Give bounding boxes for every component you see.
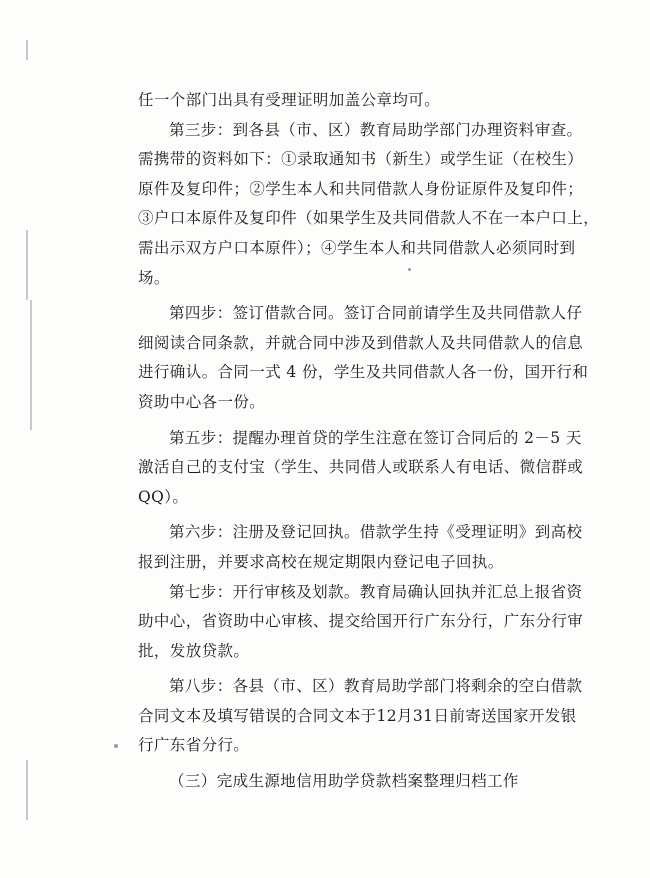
text-line: QQ）。 bbox=[138, 487, 189, 506]
text-line: 进行确认。合同一式 4 份，学生及共同借款人各一份，国开行和 bbox=[138, 363, 589, 382]
text-line: 行广东省分行。 bbox=[138, 736, 250, 755]
text-line: 报到注册，并要求高校在规定期限内登记电子回执。 bbox=[138, 552, 504, 571]
body-text bbox=[138, 86, 618, 797]
text-line: 细阅读合同条款，并就合同中涉及到借款人及共同借款人的信息 bbox=[138, 333, 584, 352]
scan-margin-line bbox=[26, 230, 28, 300]
text-line: 原件及复印件；②学生本人和共同借款人身份证原件及复印件； bbox=[138, 179, 584, 198]
step-four-heading: 第四步：签订借款合同。签订合同前请学生及共同借款人仔 bbox=[169, 304, 583, 323]
scan-margin-line bbox=[26, 760, 28, 820]
text-line: 激活自己的支付宝（学生、共同借人或联系人有电话、微信群或 bbox=[138, 458, 584, 477]
text-line: 资助中心各一份。 bbox=[138, 392, 266, 411]
text-line: 合同文本及填写错误的合同文本于12月31日前寄送国家开发银 bbox=[138, 706, 577, 725]
text-line: 助中心，省资助中心审核、提交给国开行广东分行，广东分行审 bbox=[138, 612, 584, 631]
scan-speck bbox=[114, 744, 118, 748]
text-line: 批，发放贷款。 bbox=[138, 641, 250, 660]
step-eight-heading: 第八步：各县（市、区）教育局助学部门将剩余的空白借款 bbox=[169, 677, 583, 696]
scan-margin-line bbox=[26, 40, 28, 60]
section-three-heading: （三）完成生源地信用助学贷款档案整理归档工作 bbox=[169, 772, 519, 791]
text-line: 场。 bbox=[138, 268, 170, 287]
scan-margin-line bbox=[30, 300, 32, 430]
text-line: 需出示双方户口本原件）；④学生本人和共同借款人必须同时到 bbox=[138, 238, 576, 257]
text-line: 任一个部门出具有受理证明加盖公章均可。 bbox=[138, 91, 441, 109]
text-line: 需携带的资料如下：①录取通知书（新生）或学生证（在校生） bbox=[138, 150, 584, 169]
text-line: ③户口本原件及复印件（如果学生及共同借款人不在一本户口上， bbox=[138, 209, 600, 228]
step-six-heading: 第六步：注册及登记回执。借款学生持《受理证明》到高校 bbox=[169, 523, 583, 542]
step-three-heading: 第三步：到各县（市、区）教育局助学部门办理资料审查。 bbox=[169, 120, 583, 139]
step-seven-heading: 第七步：开行审核及划款。教育局确认回执并汇总上报省资 bbox=[169, 582, 583, 601]
step-five-heading: 第五步：提醒办理首贷的学生注意在签订合同后的 2－5 天 bbox=[169, 428, 582, 447]
